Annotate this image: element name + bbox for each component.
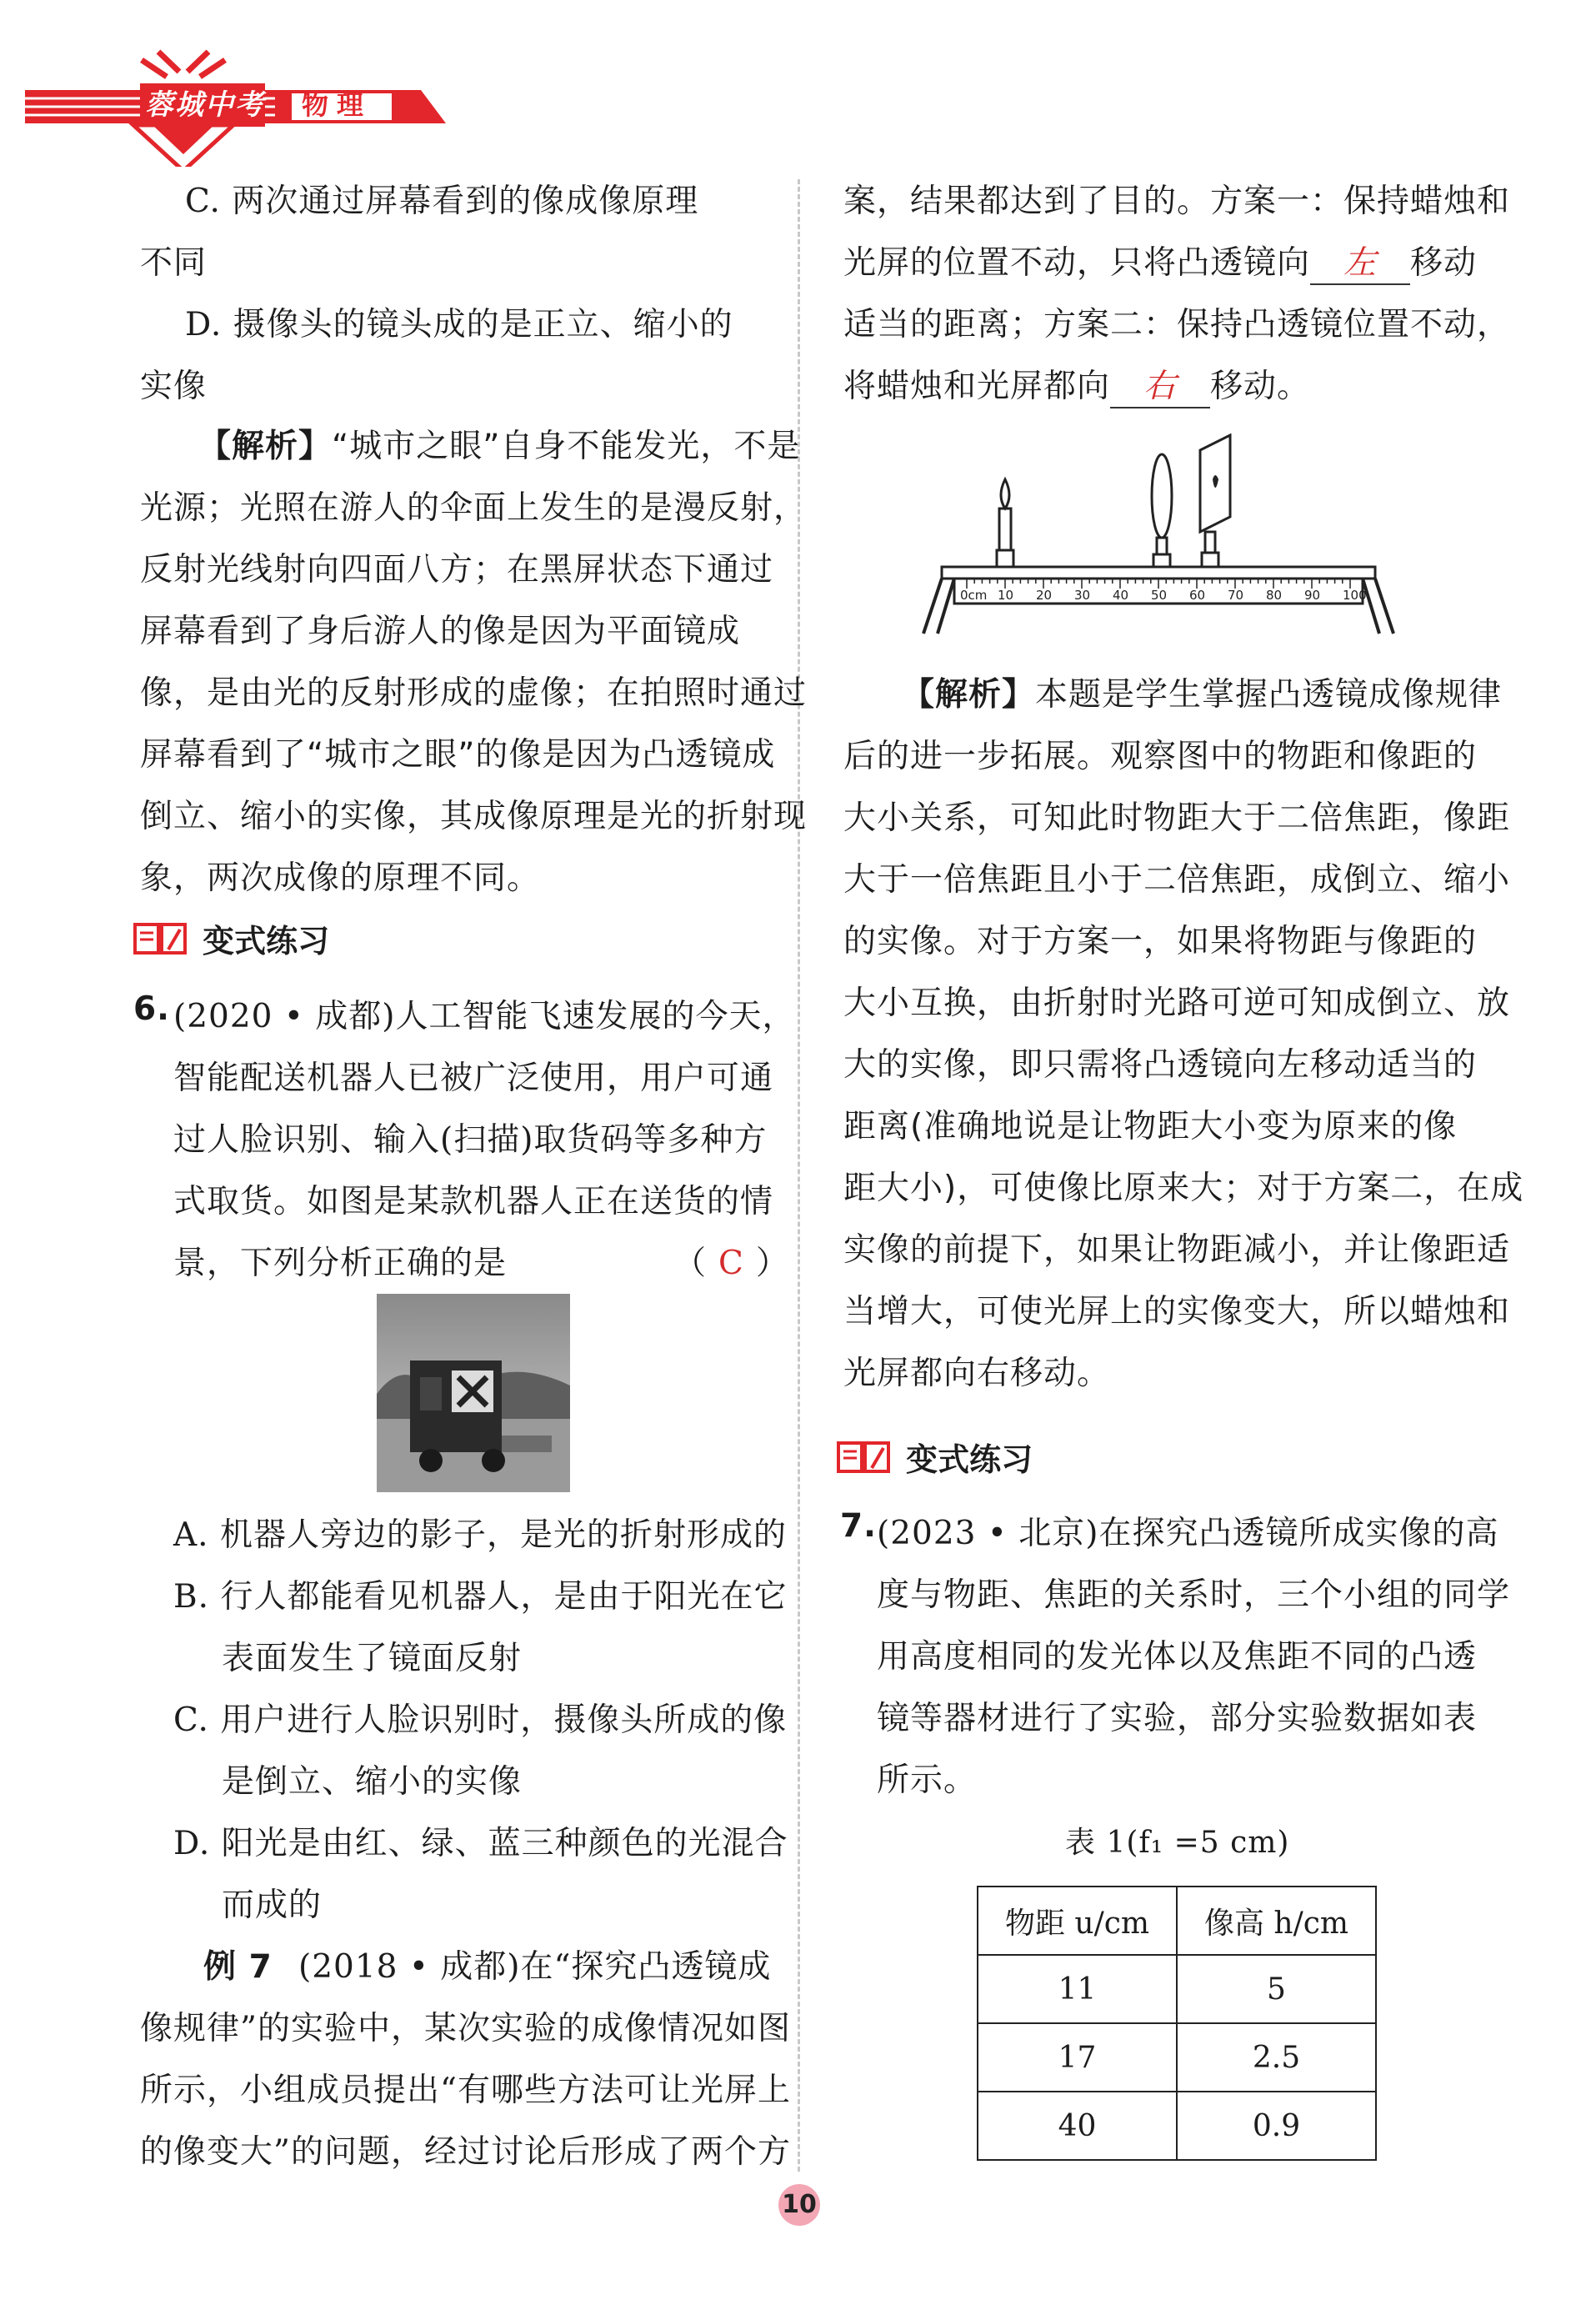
table-cell: 2.5 (1177, 2023, 1376, 2092)
analysis-line: 像，是由光的反射形成的虚像；在拍照时通过 (140, 674, 808, 712)
table-row (978, 2023, 1376, 2092)
practice-heading-right (837, 1434, 1033, 1480)
analysis-line: 大于一倍焦距且小于二倍焦距，成倒立、缩小 (843, 861, 1511, 899)
q6-line: (2020 • 成都)人工智能飞速发展的今天， (173, 998, 796, 1035)
q6-option-a: A. 机器人旁边的影子，是光的折射形成的 (173, 1516, 787, 1554)
q6-option-c: C. 用户进行人脸识别时，摄像头所成的像 (173, 1701, 788, 1739)
table-header-cell: 像高 h/cm (1177, 1887, 1376, 1955)
analysis-line: 屏幕看到了“城市之眼”的像是因为凸透镜成 (140, 736, 776, 774)
paren-close: ） (755, 1245, 789, 1282)
data-table (977, 1886, 1377, 2161)
practice-title: 变式练习 (906, 1441, 1033, 1478)
analysis-line: 的实像。对于方案一，如果将物距与像距的 (843, 923, 1478, 960)
analysis-line: 象，两次成像的原理不同。 (140, 859, 541, 897)
page-header (0, 0, 500, 167)
example7-line: 的像变大”的问题，经过讨论后形成了两个方 (140, 2133, 791, 2171)
q6-line: 式取货。如图是某款机器人正在送货的情 (173, 1183, 774, 1220)
table-caption: 表 1(f₁ =5 cm) (1065, 1826, 1290, 1860)
subject-label: 物理 (302, 89, 373, 121)
analysis-line: 大小互换，由折射时光路可逆可知成倒立、放 (843, 985, 1511, 1022)
answer-blank-right: 右 (1110, 360, 1210, 408)
ruler-label: 50 (1151, 588, 1168, 603)
ex7-cont-line-blank2: 将蜡烛和光屏都向 右 移动。 (843, 360, 1310, 408)
analysis-line: “城市之眼”自身不能发光，不是 (332, 428, 801, 465)
table-header-row (978, 1887, 1376, 1955)
table-header-cell: 物距 u/cm (978, 1887, 1177, 1955)
ruler-label: 30 (1074, 588, 1091, 603)
optical-bench-diagram (917, 433, 1400, 642)
analysis-line: 后的进一步拓展。观察图中的物距和像距的 (843, 738, 1478, 775)
q7-line: 度与物距、焦距的关系时，三个小组的同学 (877, 1576, 1511, 1614)
table-row (978, 1955, 1376, 2023)
analysis-line: 距离(准确地说是让物距大小变为原来的像 (843, 1108, 1458, 1145)
analysis-line: 大的实像，即只需将凸透镜向左移动适当的 (843, 1046, 1478, 1084)
table-cell: 5 (1177, 1955, 1376, 2023)
ex7-cont-line: 案，结果都达到了目的。方案一：保持蜡烛和 (843, 183, 1511, 220)
table-cell: 17 (978, 2023, 1177, 2092)
example7-line: (2018 • 成都)在“探究凸透镜成 (298, 1948, 772, 1986)
answer-blank-left: 左 (1310, 237, 1410, 285)
analysis-line: 屏幕看到了身后游人的像是因为平面镜成 (140, 613, 741, 650)
q7-line: (2023 • 北京)在探究凸透镜所成实像的高 (877, 1515, 1499, 1552)
q6-number: 6. (133, 990, 170, 1028)
analysis-line: 光屏都向右移动。 (843, 1355, 1111, 1392)
ruler-label: 10 (998, 588, 1014, 603)
q6-option-c-cont: 是倒立、缩小的实像 (222, 1763, 523, 1801)
option-d-line1: D. 摄像头的镜头成的是正立、缩小的 (185, 306, 733, 343)
option-d-line2: 实像 (140, 368, 208, 405)
ruler-label: 80 (1266, 588, 1283, 603)
q6-option-d-cont: 而成的 (222, 1887, 323, 1924)
analysis-line: 反射光线射向四面八方；在黑屏状态下通过 (140, 551, 774, 589)
q6-answer: C (718, 1245, 744, 1282)
analysis-line: 本题是学生掌握凸透镜成像规律 (1035, 676, 1503, 714)
table-cell: 40 (978, 2092, 1177, 2160)
table-row (978, 2092, 1376, 2160)
header-banner (0, 0, 500, 167)
paren-open: （ (673, 1245, 708, 1282)
ruler-label: 100 (1343, 588, 1367, 603)
ruler-label: 0cm (960, 588, 988, 603)
column-divider (798, 179, 800, 2172)
option-c-line2: 不同 (140, 244, 208, 282)
analysis-line: 大小关系，可知此时物距大于二倍焦距，像距 (843, 799, 1511, 837)
analysis-line: 倒立、缩小的实像，其成像原理是光的折射现 (140, 798, 808, 835)
option-c-line1: C. 两次通过屏幕看到的像成像原理 (185, 183, 699, 220)
practice-book-icon (133, 921, 188, 956)
q6-line: 过人脸识别、输入(扫描)取货码等多种方 (173, 1121, 768, 1159)
q6-answer-bracket (673, 1237, 789, 1284)
page-number: 10 (778, 2184, 820, 2226)
ex7-cont-line: 适当的距离；方案二：保持凸透镜位置不动， (843, 306, 1511, 343)
example7-line: 所示，小组成员提出“有哪些方法可让光屏上 (140, 2072, 791, 2109)
brand-logo-text: 蓉城中考 (145, 88, 265, 122)
q6-line: 智能配送机器人已被广泛使用，用户可通 (173, 1060, 774, 1097)
ruler-label: 40 (1113, 588, 1129, 603)
analysis-label: 【解析】 (902, 676, 1036, 714)
ruler-label: 90 (1304, 588, 1321, 603)
ruler-label: 70 (1228, 588, 1244, 603)
ruler-label: 60 (1189, 588, 1206, 603)
q7-line: 用高度相同的发光体以及焦距不同的凸透 (877, 1638, 1478, 1676)
practice-book-icon (837, 1440, 892, 1475)
q7-line: 所示。 (877, 1761, 978, 1799)
q7-line: 镜等器材进行了实验，部分实验数据如表 (877, 1700, 1478, 1737)
example7-label: 例 7 (203, 1948, 273, 1986)
analysis-line: 距大小)，可使像比原来大；对于方案二，在成 (843, 1170, 1524, 1207)
analysis-line: 当增大，可使光屏上的实像变大，所以蜡烛和 (843, 1293, 1511, 1330)
table-cell: 11 (978, 1955, 1177, 2023)
robot-delivery-photo (377, 1294, 570, 1492)
practice-title: 变式练习 (203, 923, 330, 960)
ruler-label: 20 (1036, 588, 1053, 603)
q6-option-d: D. 阳光是由红、绿、蓝三种颜色的光混合 (173, 1825, 788, 1862)
analysis-label: 【解析】 (198, 428, 333, 465)
analysis-line: 光源；光照在游人的伞面上发生的是漫反射， (140, 489, 808, 527)
q6-option-b-cont: 表面发生了镜面反射 (222, 1640, 523, 1677)
example7-line: 像规律”的实验中，某次实验的成像情况如图 (140, 2010, 791, 2047)
analysis-line: 实像的前提下，如果让物距减小，并让像距适 (843, 1231, 1511, 1269)
q6-option-b: B. 行人都能看见机器人，是由于阳光在它 (173, 1578, 788, 1616)
q7-number: 7. (840, 1507, 877, 1545)
practice-heading-left (133, 915, 329, 961)
table-cell: 0.9 (1177, 2092, 1376, 2160)
ex7-cont-line-blank1: 光屏的位置不动，只将凸透镜向 左 移动 (843, 237, 1477, 285)
q6-line: 景，下列分析正确的是 (173, 1245, 508, 1282)
